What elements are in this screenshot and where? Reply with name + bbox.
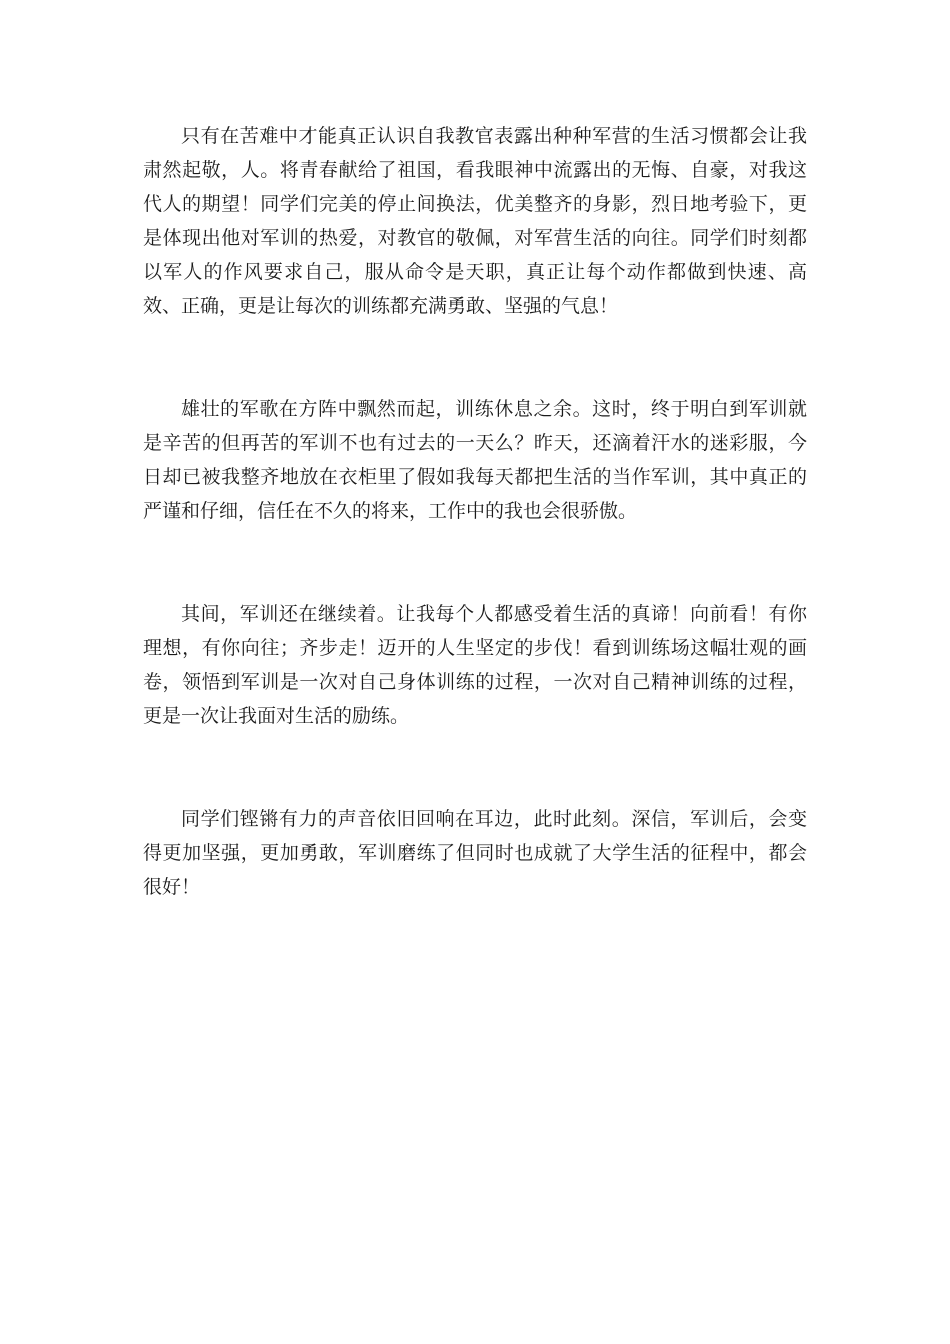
paragraph-1: 只有在苦难中才能真正认识自我教官表露出种种军营的生活习惯都会让我肃然起敬，人。将青春献给了祖国，看我眼神中流露出的无悔、自豪，对我这代人的期望！同学们完美的停止间换法，优美整齐的身影，烈日地考验下，更是体现出他对军训的热爱，对教官的敬佩，对军营生活的向往。同学们时刻都以军人的作风要求自己，服从命令是天职，真正让每个动作都做到快速、高效、正确，更是让每次的训练都充满勇敢、坚强的气息！ — [143, 125, 807, 317]
paragraph-3: 其间，军训还在继续着。让我每个人都感受着生活的真谛！向前看！有你理想，有你向往；齐步走！迈开的人生坚定的步伐！看到训练场这幅壮观的画卷，领悟到军训是一次对自己身体训练的过程，一次对自己精神训练的过程，更是一次让我面对生活的励练。 — [143, 603, 807, 727]
paragraph-4: 同学们铿锵有力的声音依旧回响在耳边，此时此刻。深信，军训后，会变得更加坚强，更加勇敢，军训磨练了但同时也成就了大学生活的征程中，都会很好！ — [143, 808, 807, 898]
paragraph-2: 雄壮的军歌在方阵中飘然而起，训练休息之余。这时，终于明白到军训就是辛苦的但再苦的军训不也有过去的一天么？昨天，还滴着汗水的迷彩服，今日却已被我整齐地放在衣柜里了假如我每天都把生活的当作军训，其中真正的严谨和仔细，信任在不久的将来，工作中的我也会很骄傲。 — [143, 398, 807, 522]
document-body — [143, 119, 807, 904]
